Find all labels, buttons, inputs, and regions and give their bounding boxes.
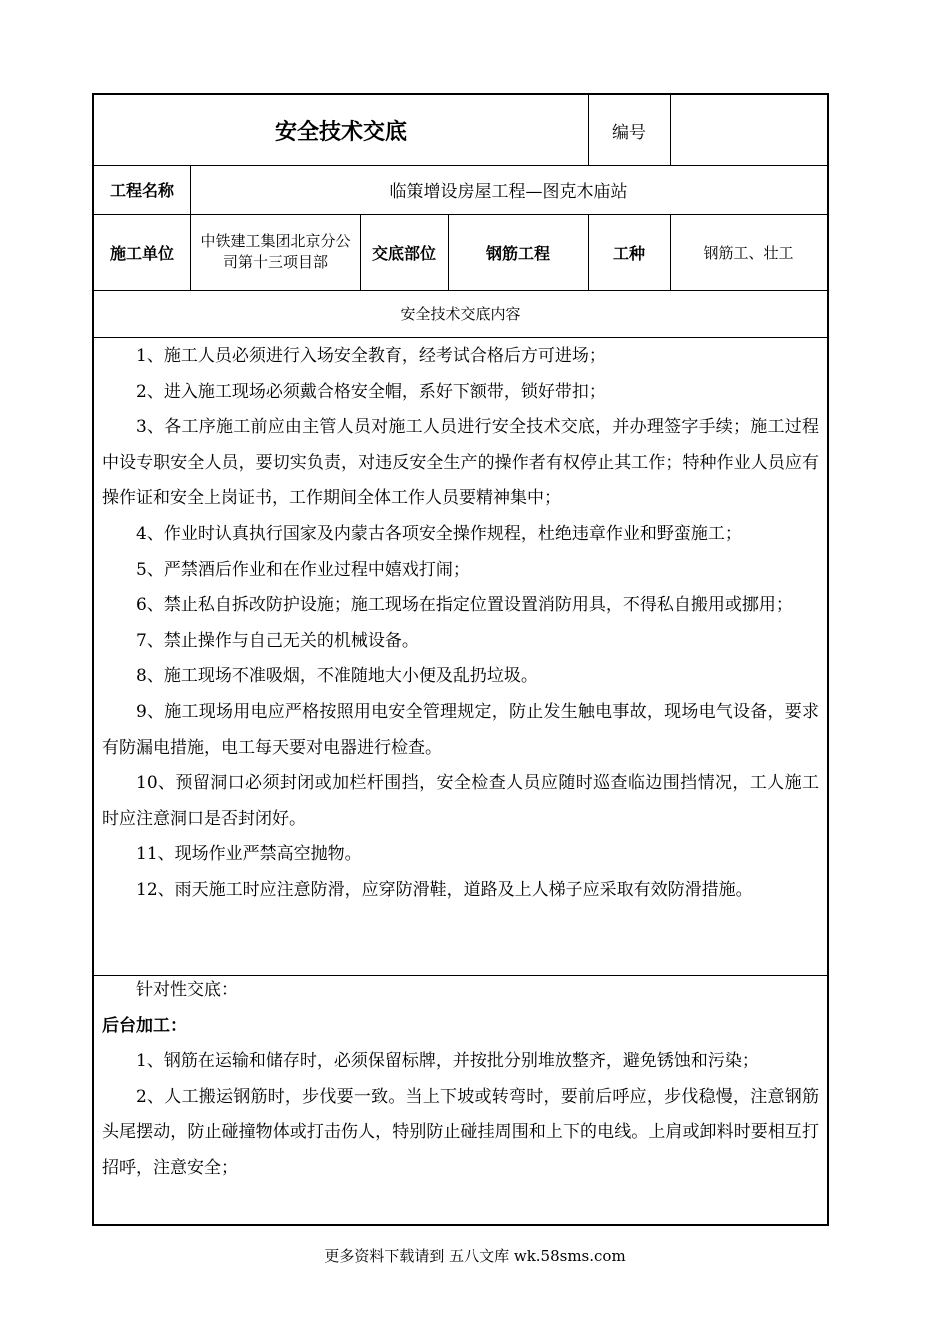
disclosure-part-value: 钢筋工程 <box>485 243 550 263</box>
list-item: 4、作业时认真执行国家及内蒙古各项安全操作规程，杜绝违章作业和野蛮施工； <box>136 523 742 544</box>
list-item: 10、预留洞口必须封闭或加栏杆围挡，安全检查人员应随时巡查临边围挡情况，工人施工时应注意洞口是否封闭好。 <box>102 773 819 829</box>
list-item: 9、施工现场用电应严格按照用电安全管理规定，防止发生触电事故，现场电气设备，要求有防漏电措施，电工每天要对电器进行检查。 <box>102 701 819 758</box>
list-item: 1、施工人员必须进行入场安全教育，经考试合格后方可进场； <box>136 346 606 366</box>
list-item: 3、各工序施工前应由主管人员对施工人员进行安全技术交底，并办理签字手续；施工过程中设专职安全人员，要切实负责，对违反安全生产的操作者有权停止其工作；特种作业人员应有操作证和安全上岗证书，工作期间全体工作人员要精神集中； <box>102 417 819 509</box>
list-item: 8、施工现场不准吸烟，不准随地大小便及乱扔垃圾。 <box>136 666 538 687</box>
specific-intro: 针对性交底： <box>136 980 238 1000</box>
construction-unit-value: 中铁建工集团北京分公司第十三项目部 <box>200 232 351 271</box>
list-item: 7、禁止操作与自己无关的机械设备。 <box>136 630 419 651</box>
trade-value: 钢筋工、壮工 <box>703 243 794 262</box>
specific-heading: 后台加工： <box>102 1015 187 1036</box>
disclosure-part-label: 交底部位 <box>371 243 436 263</box>
project-name-label: 工程名称 <box>109 181 174 200</box>
project-name-value: 临策增设房屋工程—图克木庙站 <box>389 182 628 202</box>
document-title: 安全技术交底 <box>274 119 407 145</box>
list-item: 12、雨天施工时应注意防滑，应穿防滑鞋，道路及上人梯子应采取有效防滑措施。 <box>136 879 753 900</box>
list-item: 2、人工搬运钢筋时，步伐要一致。当上下坡或转弯时，要前后呼应，步伐稳慢，注意钢筋头尾摆动，防止碰撞物体或打击伤人，特别防止碰挂周围和上下的电线。上肩或卸料时要相互打招呼，注意安全； <box>102 1086 819 1178</box>
list-item: 11、现场作业严禁高空抛物。 <box>136 844 362 865</box>
number-value <box>670 95 827 165</box>
specific-disclosure <box>102 973 819 1187</box>
list-item: 5、严禁酒后作业和在作业过程中嬉戏打闹； <box>136 559 470 580</box>
footer-note: 更多资料下载请到 五八文库 wk.58sms.com <box>324 1247 626 1265</box>
general-items-list <box>102 339 819 909</box>
construction-unit-label: 施工单位 <box>109 243 174 263</box>
number-label: 编号 <box>612 122 646 143</box>
trade-label: 工种 <box>612 243 645 263</box>
list-item: 6、禁止私自拆改防护设施；施工现场在指定位置设置消防用具，不得私自搬用或挪用； <box>136 595 793 616</box>
disclosure-form <box>92 93 829 1226</box>
row-divider <box>94 337 827 338</box>
list-item: 2、进入施工现场必须戴合格安全帽，系好下额带，锁好带扣； <box>136 381 606 402</box>
content-section-title: 安全技术交底内容 <box>400 305 521 323</box>
list-item: 1、钢筋在运输和储存时，必须保留标牌，并按批分别堆放整齐，避免锈蚀和污染； <box>136 1051 759 1072</box>
